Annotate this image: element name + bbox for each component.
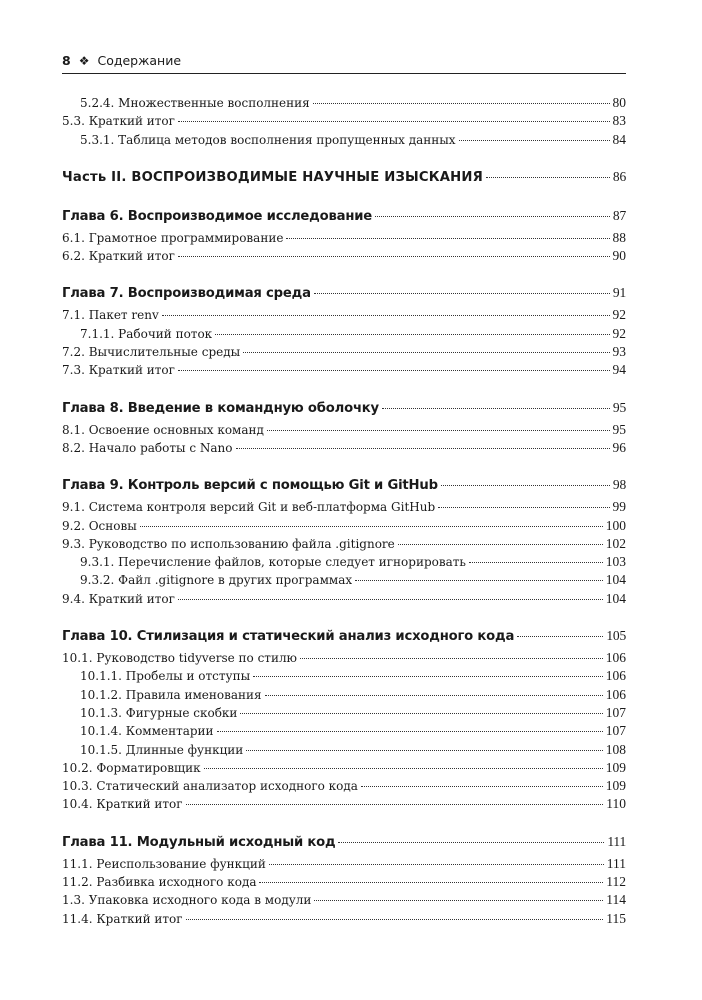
toc-label: Глава 11. Модульный исходный код [62, 834, 336, 850]
toc-label: 5.2.4. Множественные восполнения [80, 96, 310, 110]
toc-entry-row [62, 855, 626, 873]
toc-page-number: 107 [605, 704, 626, 720]
toc-label: Глава 10. Стилизация и статический анализ исходного кода [62, 629, 515, 645]
toc-entry-row [62, 649, 626, 667]
toc-entry-row [62, 306, 626, 324]
dot-leader [236, 448, 610, 449]
toc-label: 9.3.1. Перечисление файлов, которые следует игнорировать [80, 555, 466, 570]
toc-entry-row [62, 553, 626, 571]
dot-leader [217, 731, 603, 732]
toc-entry-row [62, 741, 626, 759]
toc-label: 8.2. Начало работы с Nano [62, 440, 233, 455]
toc-entry-row [62, 722, 626, 740]
toc-page-number: 106 [605, 650, 626, 666]
toc-entry-row [62, 873, 626, 891]
page-number: 8 [62, 53, 71, 68]
toc-page-number: 103 [605, 554, 626, 570]
dot-leader [361, 786, 603, 787]
toc-page-number: 95 [612, 399, 626, 415]
dot-leader [517, 636, 603, 637]
toc-entry-row [62, 704, 626, 722]
toc-label: Часть II. ВОСПРОИЗВОДИМЫЕ НАУЧНЫЕ ИЗЫСКАНИЯ [62, 169, 483, 185]
dot-leader [314, 293, 610, 294]
toc-label: 9.3.2. Файл .gitignore в других программах [80, 573, 353, 588]
dot-leader [382, 408, 610, 409]
toc-entry-row [62, 535, 626, 553]
toc-entry-row [62, 361, 626, 379]
toc-chapter-row [62, 625, 626, 647]
toc-page-number: 104 [605, 590, 626, 606]
toc-entry-row [62, 421, 626, 439]
toc-page-number: 100 [605, 517, 626, 533]
dot-leader [240, 713, 602, 714]
toc-entry-row [62, 571, 626, 589]
dot-leader [338, 842, 604, 843]
dot-leader [286, 238, 609, 239]
toc-page-number: 114 [606, 892, 626, 908]
toc-label: 9.2. Основы [62, 518, 137, 533]
toc-page-number: 106 [605, 668, 626, 684]
toc-entry-row [62, 777, 626, 795]
toc-page-number: 90 [612, 248, 626, 264]
dot-leader [186, 919, 604, 920]
toc-label: 10.4. Краткий итог [62, 797, 183, 812]
toc-label: 1.3. Упаковка исходного кода в модули [62, 893, 312, 908]
toc-entry-row [62, 112, 626, 130]
dot-leader [441, 485, 610, 486]
dot-leader [140, 526, 603, 527]
dot-leader [253, 676, 603, 677]
toc-page-number: 93 [612, 344, 626, 360]
toc-entry-row [62, 247, 626, 265]
running-title: Содержание [97, 53, 182, 68]
dot-leader [398, 544, 603, 545]
toc-page-number: 95 [612, 421, 626, 437]
toc-label: 7.1.1. Рабочий поток [80, 326, 213, 341]
toc-entry-row [62, 229, 626, 247]
running-header [62, 52, 626, 70]
toc-entry-row [62, 439, 626, 457]
dot-leader [265, 695, 603, 696]
dot-leader [355, 580, 603, 581]
toc-page-number: 87 [612, 207, 626, 223]
toc-label: Глава 7. Воспроизводимая среда [62, 286, 311, 302]
toc-entry-row [62, 667, 626, 685]
toc-entry-row [62, 590, 626, 608]
header-rule [62, 73, 626, 74]
toc-label: Глава 9. Контроль версий с помощью Git и GitHub [62, 478, 438, 494]
toc-page-number: 92 [612, 307, 626, 323]
toc-entry-row [62, 517, 626, 535]
toc-entry-row [62, 325, 626, 343]
dot-leader [269, 864, 604, 865]
toc-page-number: 110 [606, 796, 626, 812]
toc-label: 10.3. Статический анализатор исходного кода [62, 779, 358, 794]
toc-label: 10.2. Форматировщик [62, 760, 201, 775]
toc-entry-row [62, 94, 626, 112]
toc-label: 10.1.1. Пробелы и отступы [80, 669, 251, 684]
toc-label: 5.3. Краткий итог [62, 114, 175, 129]
dot-leader [204, 768, 603, 769]
diamond-ornament-icon: ❖ [78, 54, 90, 68]
toc-label: 7.3. Краткий итог [62, 363, 175, 378]
dot-leader [246, 750, 602, 751]
toc-chapter-row [62, 282, 626, 304]
toc-page-number: 88 [612, 229, 626, 245]
dot-leader [186, 804, 604, 805]
toc-label: 10.1.5. Длинные функции [80, 742, 244, 757]
toc-label: 10.1.2. Правила именования [80, 687, 262, 702]
toc-label: 7.2. Вычислительные среды [62, 345, 241, 360]
toc-label: 6.1. Грамотное программирование [62, 230, 284, 245]
toc-page-number: 84 [612, 131, 626, 147]
toc-entry-row [62, 343, 626, 361]
toc-entry-row [62, 910, 626, 928]
toc-label: 9.4. Краткий итог [62, 591, 175, 606]
dot-leader [459, 140, 610, 141]
dot-leader [178, 256, 610, 257]
toc-label: Глава 6. Воспроизводимое исследование [62, 208, 373, 224]
toc-label: 11.4. Краткий итог [62, 911, 183, 926]
toc-page-number: 105 [606, 628, 626, 644]
dot-leader [162, 315, 610, 316]
toc-page-number: 109 [605, 759, 626, 775]
toc-chapter-row [62, 397, 626, 419]
toc-entry-row [62, 686, 626, 704]
toc-page-number: 96 [612, 439, 626, 455]
toc-page-number: 92 [612, 325, 626, 341]
toc-chapter-row [62, 474, 626, 496]
toc-page-number: 112 [606, 874, 626, 890]
toc-entry-row [62, 795, 626, 813]
toc-page-number: 91 [612, 285, 626, 301]
toc-label: 9.1. Система контроля версий Git и веб-платформа GitHub [62, 500, 436, 515]
dot-leader [243, 352, 609, 353]
dot-leader [178, 599, 603, 600]
toc-entry-row [62, 131, 626, 149]
toc-label: 7.1. Пакет renv [62, 308, 159, 323]
toc-label: 10.1. Руководство tidyverse по стилю [62, 651, 298, 666]
toc-page-number: 111 [606, 855, 626, 871]
toc-page-number: 104 [605, 572, 626, 588]
dot-leader [267, 430, 610, 431]
dot-leader [486, 177, 610, 178]
toc-page-number: 109 [605, 778, 626, 794]
toc-page-number: 102 [605, 535, 626, 551]
toc-page-number: 80 [612, 95, 626, 110]
dot-leader [178, 121, 610, 122]
toc-part-row [62, 166, 626, 188]
dot-leader [375, 216, 610, 217]
dot-leader [314, 900, 603, 901]
toc-label: 11.2. Разбивка исходного кода [62, 875, 257, 890]
toc-chapter-row [62, 205, 626, 227]
toc-page-number: 111 [607, 833, 626, 849]
toc-label: 9.3. Руководство по использованию файла .gitignore [62, 536, 395, 551]
toc-label: 11.1. Реиспользование функций [62, 856, 266, 871]
toc-page-number: 106 [605, 686, 626, 702]
toc-page-number: 86 [612, 168, 626, 184]
toc-page-number: 98 [612, 477, 626, 493]
toc-chapter-row [62, 831, 626, 853]
toc-page-number: 107 [605, 723, 626, 739]
toc-page-number: 83 [612, 113, 626, 129]
toc-label: 5.3.1. Таблица методов восполнения пропущенных данных [80, 132, 456, 147]
toc-label: 10.1.3. Фигурные скобки [80, 705, 238, 720]
table-of-contents [62, 94, 626, 928]
toc-entry-row [62, 891, 626, 909]
toc-entry-row [62, 498, 626, 516]
toc-page-number: 108 [605, 741, 626, 757]
toc-page-number: 99 [612, 499, 626, 515]
toc-label: Глава 8. Введение в командную оболочку [62, 400, 379, 416]
dot-leader [438, 507, 609, 508]
toc-entry-row [62, 759, 626, 777]
toc-label: 10.1.4. Комментарии [80, 724, 214, 739]
dot-leader [469, 562, 603, 563]
toc-label: 8.1. Освоение основных команд [62, 422, 264, 437]
toc-page-number: 115 [606, 910, 626, 926]
dot-leader [300, 658, 603, 659]
dot-leader [313, 103, 610, 104]
dot-leader [259, 882, 603, 883]
toc-page-number: 94 [612, 362, 626, 378]
dot-leader [215, 334, 609, 335]
dot-leader [178, 370, 610, 371]
toc-label: 6.2. Краткий итог [62, 249, 175, 264]
